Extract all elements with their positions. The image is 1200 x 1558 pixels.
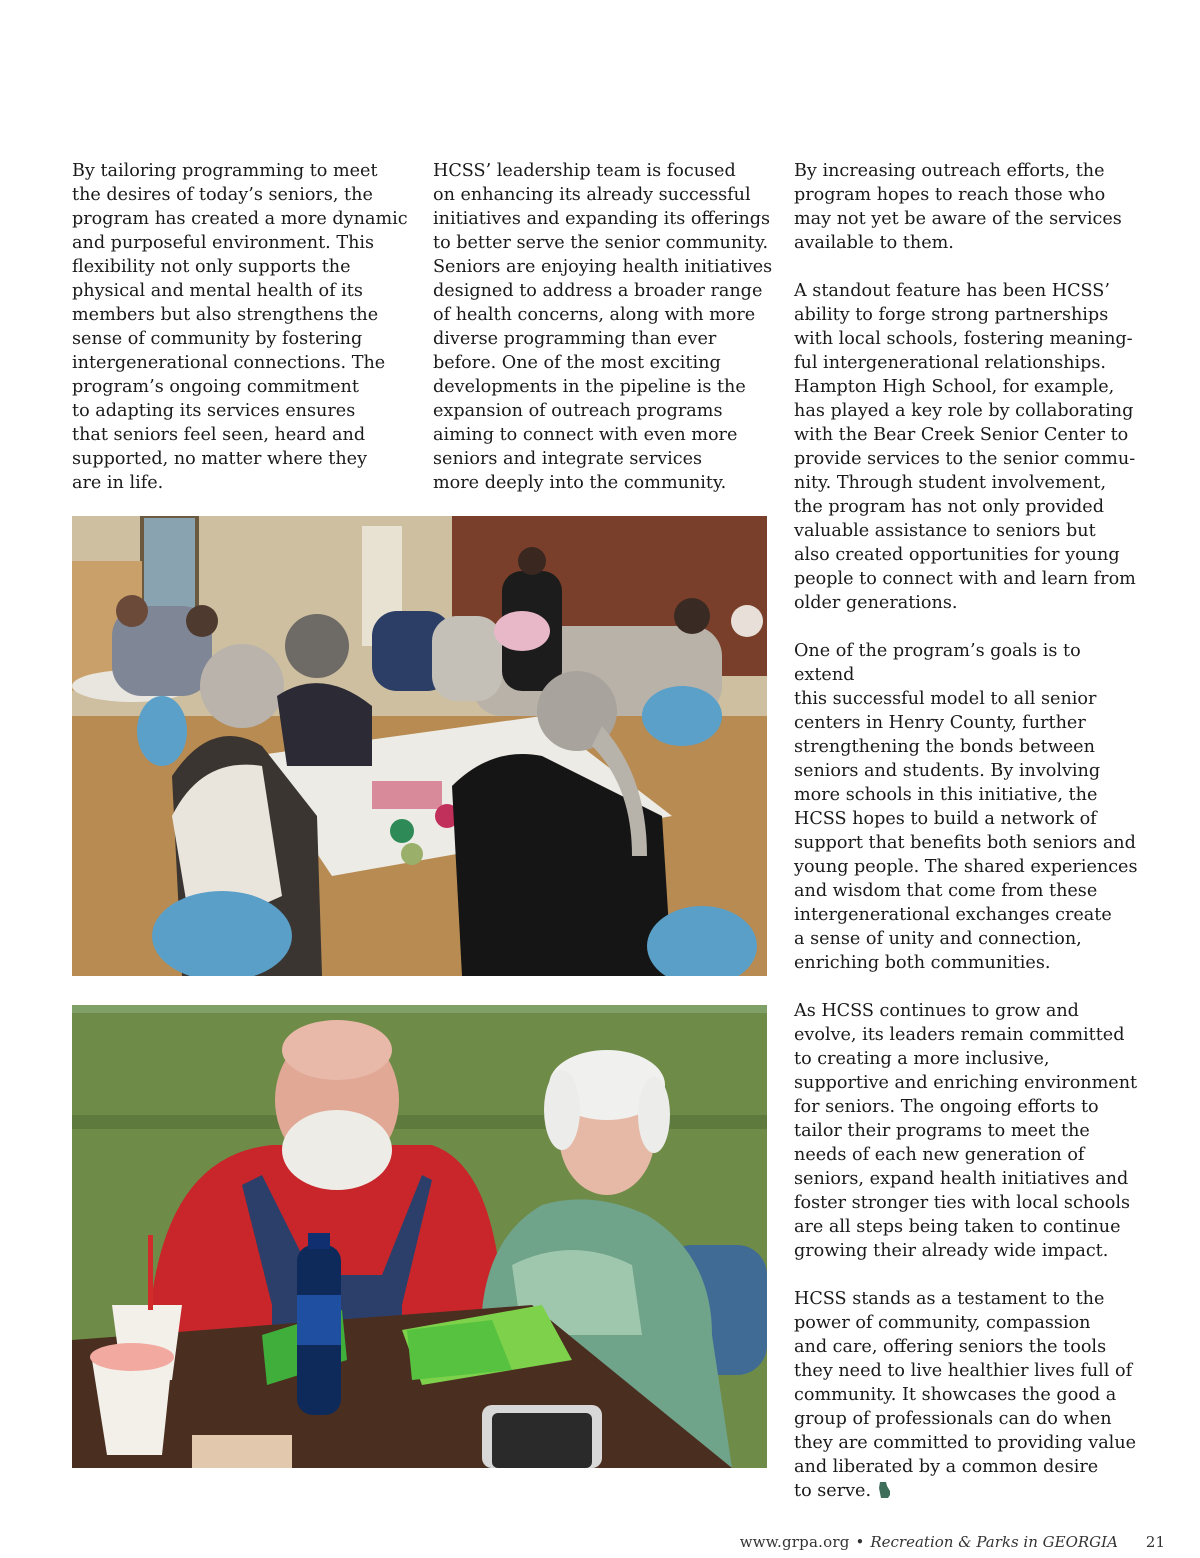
article-column-2 [433, 159, 778, 495]
footer-magazine-title: Recreation & Parks in GEORGIA [870, 1533, 1118, 1551]
paragraph: A standout feature has been HCSS’ ability to forge strong partnerships with local schools, fostering meaning- ful intergenerational relationships. Hampton High School, for example, has played a key role by collaborating with the Bear Creek Senior Center to provide services to the senior commu- nity. Through student involvement, the program has not only provided valuable assistance to seniors but also created opportunities for young people to connect with and learn from older generations. [794, 281, 1136, 613]
article-column-3 [794, 159, 1144, 1503]
page-number: 21 [1145, 1533, 1165, 1551]
photo-seniors-card-game-illustration [72, 516, 767, 976]
photo-seniors-bingo-illustration [72, 1005, 767, 1468]
photo-seniors-bingo [72, 1005, 767, 1468]
page-footer [700, 1532, 1165, 1552]
paragraph: By increasing outreach efforts, the program hopes to reach those who may not yet be aware of the services available to them. [794, 161, 1122, 253]
paragraph-final [794, 1287, 1144, 1503]
article-column-1 [72, 159, 412, 495]
paragraph-final-text: HCSS stands as a testament to the power of community, compassion and care, offering seniors the tools they need to live healthier lives full of community. It showcases the good a group of professionals can do when they are committed to providing value and liberated by a common desire to serve. [794, 1289, 1137, 1501]
footer-bullet: • [855, 1533, 865, 1551]
paragraph: HCSS’ leadership team is focused on enhancing its already successful initiatives and expanding its offerings to better serve the senior community. Seniors are enjoying health initiatives designed to address a broader range of health concerns, along with more diverse programming than ever before. One of the most exciting developments in the pipeline is the expansion of outreach programs aiming to connect with even more seniors and integrate services more deeply into the community. [433, 161, 773, 493]
paragraph: As HCSS continues to grow and evolve, its leaders remain committed to creating a more inclusive, supportive and enriching environment for seniors. The ongoing efforts to tailor their programs to meet the needs of each new generation of seniors, expand health initiatives and foster stronger ties with local schools are all steps being taken to continue growing their already wide impact. [794, 1001, 1138, 1261]
footer-url: www.grpa.org [739, 1533, 850, 1551]
georgia-state-end-mark-icon [879, 1482, 891, 1498]
paragraph: One of the program’s goals is to extend this successful model to all senior centers in Henry County, further strengthening the bonds between seniors and students. By involving more schools in this initiative, the HCSS hopes to build a network of support that benefits both seniors and young people. The shared experiences and wisdom that come from these intergenerational exchanges create a sense of unity and connection, enriching both communities. [794, 641, 1138, 973]
paragraph: By tailoring programming to meet the desires of today’s seniors, the program has created a more dynamic and purposeful environment. This flexibility not only supports the physical and mental health of its members but also strengthens the sense of community by fostering intergenerational connections. The program’s ongoing commitment to adapting its services ensures that seniors feel seen, heard and supported, no matter where they are in life. [72, 161, 408, 493]
photo-seniors-card-game [72, 516, 767, 976]
